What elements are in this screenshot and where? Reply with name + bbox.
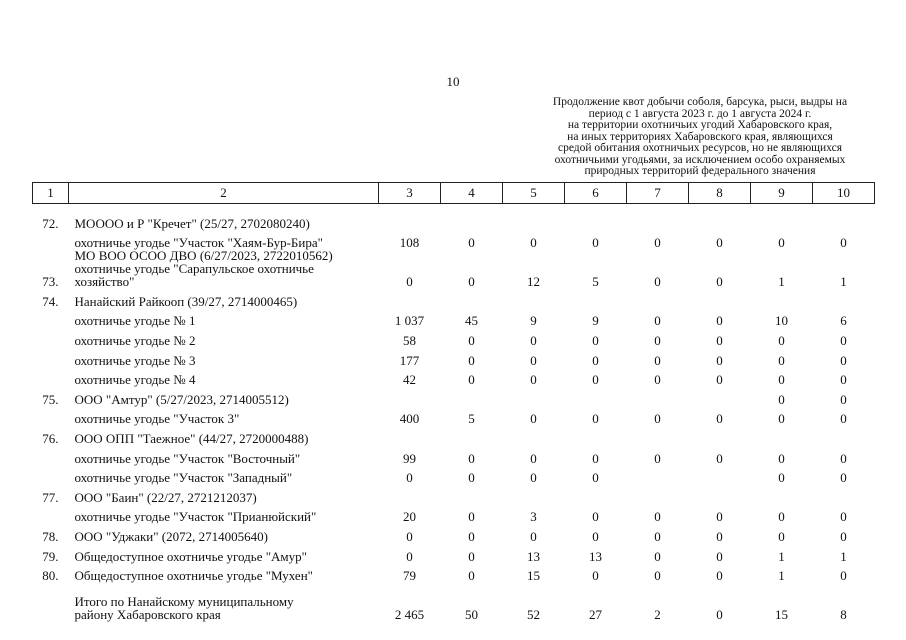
cell-value: 0	[592, 528, 599, 544]
row-name	[69, 445, 379, 465]
cell-value: 0	[592, 568, 599, 584]
cell-value: 0	[468, 274, 475, 290]
row-name-line: охотничье угодье "Участок "Восточный"	[74, 450, 301, 466]
cell-value: 0	[716, 372, 723, 388]
table-row	[33, 249, 875, 288]
cell-value: 2 465	[394, 607, 425, 623]
cell-value	[503, 204, 565, 230]
cell-value: 0	[716, 313, 723, 329]
cell-value	[379, 288, 441, 308]
cell-value	[379, 484, 441, 504]
cell-value: 79	[403, 568, 416, 584]
header-line: средой обитания охотничьих ресурсов, но не являющихся	[557, 142, 842, 154]
row-number: 74.	[42, 293, 59, 309]
cell-value	[565, 425, 627, 445]
cell-value: 0	[716, 607, 723, 623]
cell-value	[379, 386, 441, 406]
row-name-line: охотничье угодье "Сарапульское охотничье	[74, 261, 314, 277]
cell-value: 1	[840, 274, 847, 290]
header-line: на иных территориях Хабаровского края, являющихся	[567, 130, 833, 143]
row-name-line: охотничье угодье № 2	[74, 332, 196, 348]
cell-value: 1	[840, 548, 847, 564]
cell-value: 3	[530, 509, 537, 525]
row-number	[33, 308, 69, 328]
header-line: период с 1 августа 2023 г. до 1 августа 2024 г.	[588, 107, 812, 120]
row-name	[69, 204, 379, 230]
row-number	[33, 406, 69, 426]
cell-value: 0	[468, 235, 475, 251]
row-number: 76.	[42, 430, 59, 446]
cell-value	[751, 204, 813, 230]
cell-value: 0	[654, 352, 661, 368]
cell-value: 0	[654, 450, 661, 466]
cell-value: 0	[406, 470, 413, 486]
cell-value: 9	[592, 313, 599, 329]
table-row	[33, 327, 875, 347]
cell-value: 0	[468, 332, 475, 348]
cell-value	[503, 288, 565, 308]
row-name	[69, 386, 379, 406]
cell-value: 8	[840, 607, 847, 623]
cell-value: 9	[530, 313, 537, 329]
cell-value	[627, 204, 689, 230]
page-number: 10	[446, 74, 460, 89]
cell-value: 0	[840, 470, 847, 486]
cell-value	[813, 288, 875, 308]
cell-value: 0	[840, 450, 847, 466]
row-name-line: охотничье угодье "Участок "Западный"	[74, 470, 293, 486]
row-name-line: охотничье угодье № 4	[74, 372, 196, 388]
cell-value: 400	[399, 411, 420, 427]
cell-value: 0	[592, 352, 599, 368]
cell-value: 0	[716, 274, 723, 290]
cell-value: 0	[840, 568, 847, 584]
row-name	[69, 523, 379, 543]
cell-value: 177	[399, 352, 420, 368]
row-number: 77.	[42, 489, 59, 505]
column-header: 10	[813, 183, 875, 204]
row-name-line: МО ВОО ОСОО ДВО (6/27/2023, 2722010562)	[74, 248, 333, 264]
cell-value: 0	[592, 332, 599, 348]
cell-value: 108	[399, 235, 420, 251]
row-name-line: охотничье угодье № 1	[74, 313, 196, 329]
column-header: 3	[379, 183, 441, 204]
table-row	[33, 445, 875, 465]
cell-value	[441, 204, 503, 230]
cell-value	[689, 288, 751, 308]
cell-value	[441, 288, 503, 308]
cell-value: 0	[530, 235, 537, 251]
cell-value: 0	[654, 372, 661, 388]
cell-value	[379, 204, 441, 230]
cell-value: 0	[468, 352, 475, 368]
cell-value: 0	[654, 313, 661, 329]
column-header: 6	[565, 183, 627, 204]
cell-value	[503, 425, 565, 445]
row-name	[69, 582, 379, 621]
cell-value: 0	[654, 568, 661, 584]
cell-value: 0	[530, 352, 537, 368]
cell-value: 0	[468, 548, 475, 564]
table-row	[33, 386, 875, 406]
cell-value: 0	[778, 235, 785, 251]
row-name	[69, 484, 379, 504]
row-number: 78.	[42, 528, 59, 544]
cell-value: 0	[468, 568, 475, 584]
cell-value: 0	[592, 509, 599, 525]
table-row	[33, 230, 875, 250]
column-header: 1	[33, 183, 69, 204]
row-name-line: охотничье угодье "Участок "Хаям-Бур-Бира"	[74, 235, 323, 251]
cell-value: 0	[840, 235, 847, 251]
cell-value: 42	[403, 372, 416, 388]
cell-value: 13	[589, 548, 602, 564]
cell-value: 99	[403, 450, 416, 466]
cell-value	[751, 425, 813, 445]
cell-value: 0	[468, 372, 475, 388]
row-number	[33, 327, 69, 347]
cell-value: 0	[654, 332, 661, 348]
cell-value: 0	[654, 235, 661, 251]
cell-value: 1	[778, 274, 785, 290]
cell-value: 0	[716, 332, 723, 348]
row-number: 75.	[42, 391, 59, 407]
cell-value	[689, 386, 751, 406]
cell-value: 1	[778, 548, 785, 564]
cell-value	[689, 204, 751, 230]
row-number: 72.	[42, 215, 59, 231]
cell-value	[441, 386, 503, 406]
column-header: 2	[69, 183, 379, 204]
cell-value	[441, 425, 503, 445]
cell-value	[689, 465, 751, 485]
row-number	[33, 230, 69, 250]
cell-value	[627, 386, 689, 406]
cell-value: 45	[465, 313, 478, 329]
cell-value: 0	[592, 372, 599, 388]
row-name-line: Общедоступное охотничье угодье "Амур"	[74, 548, 307, 564]
cell-value	[565, 386, 627, 406]
cell-value	[689, 425, 751, 445]
cell-value	[565, 204, 627, 230]
cell-value: 0	[778, 332, 785, 348]
cell-value: 0	[654, 548, 661, 564]
row-number: 80.	[42, 568, 59, 584]
row-name	[69, 504, 379, 524]
table-row	[33, 484, 875, 504]
row-number	[33, 367, 69, 387]
cell-value: 0	[654, 274, 661, 290]
row-name	[69, 288, 379, 308]
column-header-row	[33, 183, 875, 204]
cell-value: 6	[840, 313, 847, 329]
row-name-line: МОООО и Р "Кречет" (25/27, 2702080240)	[74, 215, 310, 231]
cell-value: 0	[654, 528, 661, 544]
cell-value	[751, 288, 813, 308]
row-name-line: ООО "Баин" (22/27, 2721212037)	[74, 489, 257, 505]
cell-value	[751, 484, 813, 504]
cell-value	[813, 484, 875, 504]
row-number	[33, 504, 69, 524]
cell-value: 20	[403, 509, 416, 525]
table-row	[33, 204, 875, 230]
cell-value	[379, 425, 441, 445]
cell-value: 0	[778, 352, 785, 368]
row-name	[69, 563, 379, 583]
cell-value: 0	[840, 509, 847, 525]
cell-value: 0	[840, 332, 847, 348]
cell-value: 0	[654, 411, 661, 427]
cell-value: 13	[527, 548, 540, 564]
row-name	[69, 406, 379, 426]
cell-value: 0	[530, 450, 537, 466]
cell-value: 5	[468, 411, 475, 427]
cell-value: 0	[716, 352, 723, 368]
cell-value: 15	[775, 607, 788, 623]
cell-value: 1	[778, 568, 785, 584]
column-header: 8	[689, 183, 751, 204]
cell-value: 0	[716, 235, 723, 251]
row-name-line: Итого по Нанайскому муниципальному	[74, 594, 294, 610]
table-row	[33, 406, 875, 426]
cell-value: 0	[716, 450, 723, 466]
header-line: на территории охотничьих угодий Хабаровского края,	[567, 119, 833, 131]
cell-value: 0	[778, 411, 785, 427]
cell-value: 12	[527, 274, 540, 290]
table-row	[33, 288, 875, 308]
row-name	[69, 425, 379, 445]
row-name	[69, 367, 379, 387]
table-row	[33, 504, 875, 524]
cell-value	[689, 484, 751, 504]
cell-value: 0	[592, 450, 599, 466]
column-header: 7	[627, 183, 689, 204]
row-name	[69, 308, 379, 328]
cell-value: 0	[778, 528, 785, 544]
cell-value	[441, 484, 503, 504]
cell-value: 0	[592, 235, 599, 251]
row-name	[69, 230, 379, 250]
cell-value: 0	[406, 528, 413, 544]
cell-value: 0	[840, 352, 847, 368]
cell-value: 0	[716, 568, 723, 584]
cell-value: 0	[654, 509, 661, 525]
cell-value: 27	[589, 607, 602, 623]
cell-value: 0	[840, 372, 847, 388]
cell-value: 0	[778, 509, 785, 525]
cell-value: 0	[530, 528, 537, 544]
table-row	[33, 563, 875, 583]
cell-value: 0	[716, 509, 723, 525]
cell-value	[813, 425, 875, 445]
row-name	[69, 249, 379, 288]
cell-value: 0	[530, 411, 537, 427]
row-name	[69, 465, 379, 485]
cell-value: 0	[468, 470, 475, 486]
cell-value: 0	[592, 411, 599, 427]
row-name-line: ООО "Уджаки" (2072, 2714005640)	[74, 528, 268, 544]
cell-value	[565, 484, 627, 504]
cell-value: 0	[406, 274, 413, 290]
row-name-line: охотничье угодье № 3	[74, 352, 196, 368]
row-name-line: охотничье угодье "Участок 3"	[74, 411, 240, 427]
row-name-line: ООО "Амтур" (5/27/2023, 2714005512)	[74, 391, 289, 407]
table-row	[33, 308, 875, 328]
table-row	[33, 523, 875, 543]
row-number: 79.	[42, 548, 59, 564]
cell-value: 1 037	[394, 313, 425, 329]
cell-value: 0	[716, 528, 723, 544]
cell-value: 0	[468, 528, 475, 544]
row-number	[33, 445, 69, 465]
cell-value: 0	[778, 372, 785, 388]
cell-value: 0	[468, 509, 475, 525]
cell-value: 0	[406, 548, 413, 564]
cell-value: 0	[530, 372, 537, 388]
row-name	[69, 543, 379, 563]
cell-value	[627, 425, 689, 445]
table-row	[33, 347, 875, 367]
cell-value	[627, 288, 689, 308]
table-row	[33, 367, 875, 387]
cell-value: 0	[530, 470, 537, 486]
cell-value	[503, 386, 565, 406]
row-name-line: Общедоступное охотничье угодье "Мухен"	[74, 568, 313, 584]
row-name-line: ООО ОПП "Таежное" (44/27, 2720000488)	[74, 430, 309, 446]
table-row	[33, 465, 875, 485]
cell-value: 5	[592, 274, 599, 290]
header-line: Продолжение квот добычи соболя, барсука, рыси, выдры на	[552, 96, 848, 108]
cell-value: 0	[778, 470, 785, 486]
cell-value: 0	[778, 450, 785, 466]
quota-table	[32, 182, 875, 621]
cell-value: 50	[465, 607, 478, 623]
column-header: 5	[503, 183, 565, 204]
cell-value: 0	[530, 332, 537, 348]
cell-value: 10	[775, 313, 788, 329]
cell-value	[627, 484, 689, 504]
row-name-line: охотничье угодье "Участок "Прианюйский"	[74, 509, 317, 525]
table-row	[33, 582, 875, 621]
row-name	[69, 327, 379, 347]
cell-value	[503, 484, 565, 504]
header-line: охотничьими угодьями, за исключением особо охраняемых	[554, 153, 846, 166]
column-header: 9	[751, 183, 813, 204]
cell-value: 0	[840, 528, 847, 544]
row-name-line: хозяйство"	[74, 274, 135, 290]
column-header: 4	[441, 183, 503, 204]
cell-value: 58	[403, 332, 416, 348]
header-line: природных территорий федерального значения	[584, 165, 816, 177]
cell-value: 0	[840, 391, 847, 407]
cell-value: 0	[778, 391, 785, 407]
row-name-line: Нанайский Райкооп (39/27, 2714000465)	[74, 293, 298, 309]
row-number	[33, 582, 69, 621]
cell-value: 2	[654, 607, 661, 623]
cell-value: 0	[840, 411, 847, 427]
row-name	[69, 347, 379, 367]
cell-value: 15	[527, 568, 540, 584]
cell-value: 52	[527, 607, 540, 623]
cell-value	[813, 204, 875, 230]
cell-value: 0	[592, 470, 599, 486]
table-row	[33, 425, 875, 445]
cell-value: 0	[468, 450, 475, 466]
row-number	[33, 465, 69, 485]
cell-value: 0	[716, 548, 723, 564]
row-number	[33, 347, 69, 367]
table-row	[33, 543, 875, 563]
cell-value	[565, 288, 627, 308]
cell-value: 0	[716, 411, 723, 427]
row-name-line: району Хабаровского края	[74, 607, 221, 623]
document-header	[520, 97, 880, 178]
cell-value	[627, 465, 689, 485]
row-number: 73.	[42, 274, 59, 290]
